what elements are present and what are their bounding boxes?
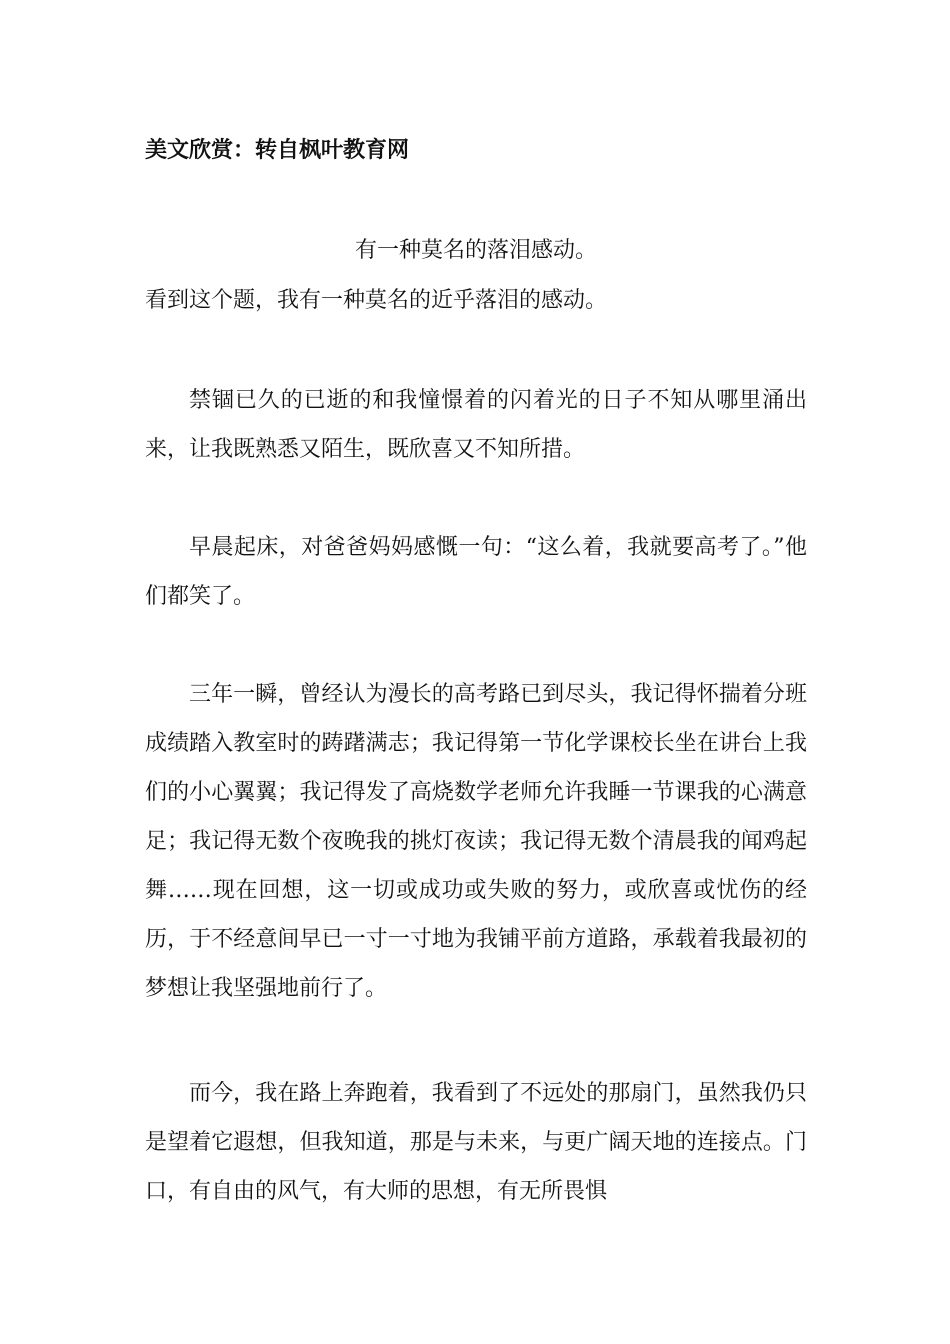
article-title: 有一种莫名的落泪感动。	[354, 238, 597, 263]
article-paragraph-4: 而今，我在路上奔跑着，我看到了不远处的那扇门，虽然我仍只是望着它遐想，但我知道，那是与未来，与更广阔天地的连接点。门口，有自由的风气，有大师的思想，有无所畏惧	[145, 1081, 807, 1204]
article-paragraph-2: 早晨起床，对爸爸妈妈感慨一句：“这么着，我就要高考了。”他们都笑了。	[145, 535, 807, 609]
article-intro: 看到这个题，我有一种莫名的近乎落泪的感动。	[145, 288, 608, 313]
article-paragraph-1: 禁锢已久的已逝的和我憧憬着的闪着光的日子不知从哪里涌出来，让我既熟悉又陌生，既欣喜又不知所措。	[145, 388, 807, 462]
article-paragraph-3: 三年一瞬，曾经认为漫长的高考路已到尽头，我记得怀揣着分班成绩踏入教室时的踌躇满志；我记得第一节化学课校长坐在讲台上我们的小心翼翼；我记得发了高烧数学老师允许我睡一节课我的心满意足；我记得无数个夜晚我的挑灯夜读；我记得无数个清晨我的闻鸡起舞……现在回想，这一切或成功或失败的努力，或欣喜或忧伤的经历，于不经意间早已一寸一寸地为我铺平前方道路，承载着我最初的梦想让我坚强地前行了。	[145, 682, 807, 1001]
document-header: 美文欣赏：转自枫叶教育网	[145, 138, 410, 163]
